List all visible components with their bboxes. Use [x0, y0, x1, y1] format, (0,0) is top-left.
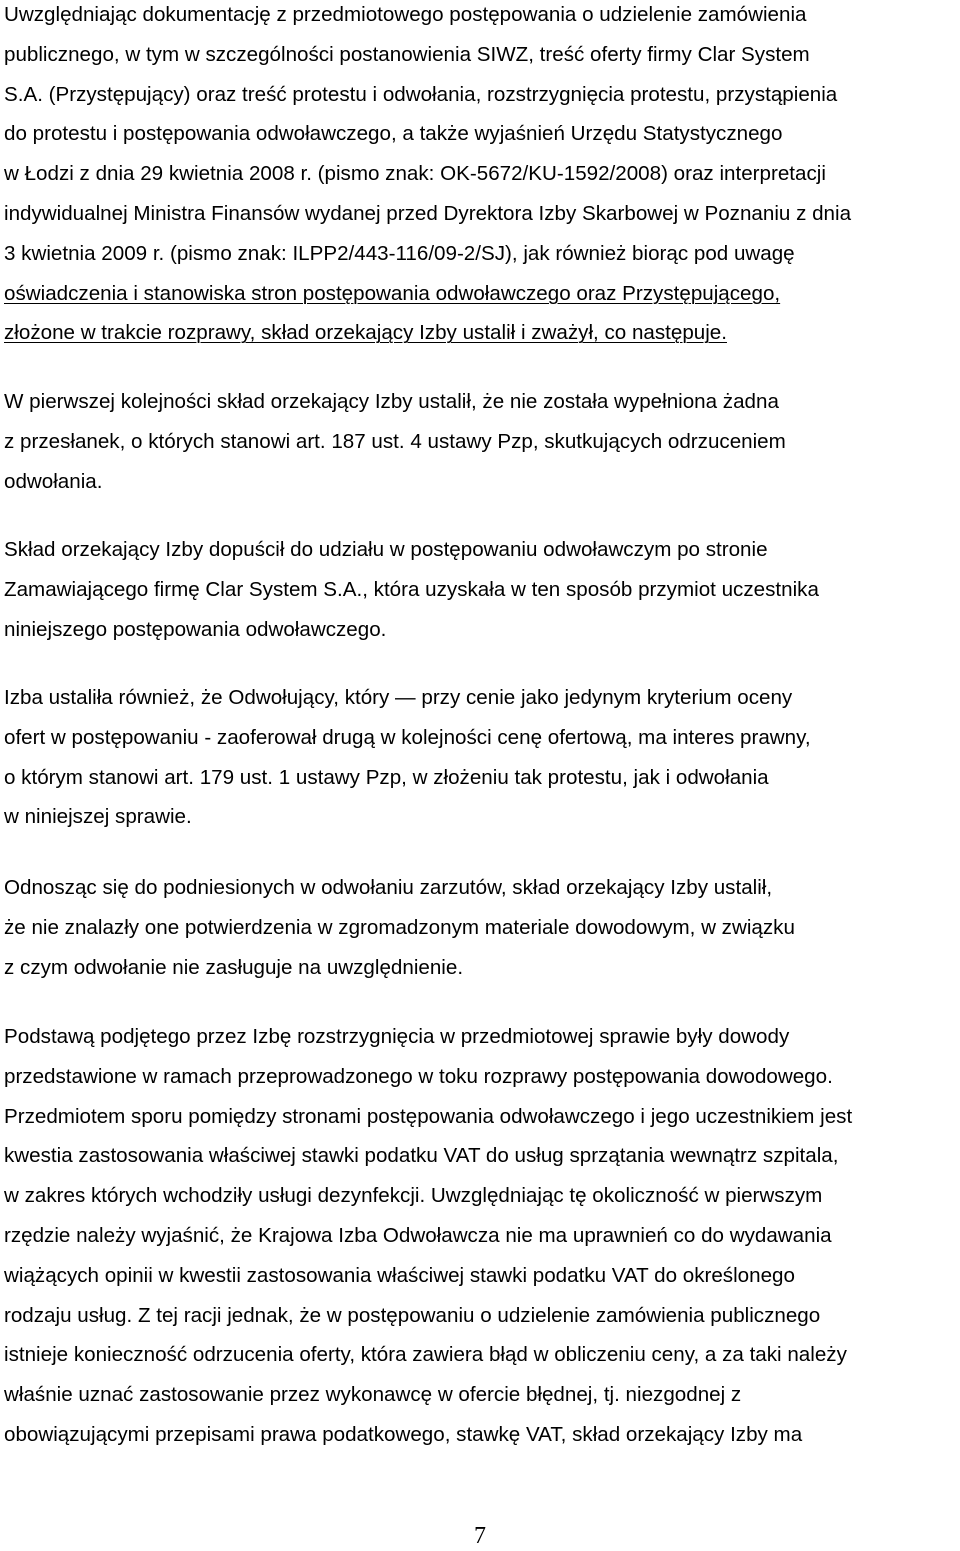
text-line: w niniejszej sprawie. [4, 805, 192, 829]
text-line: W pierwszej kolejności skład orzekający Izby ustalił, że nie została wypełniona żadna [4, 390, 779, 413]
text-line: indywidualnej Ministra Finansów wydanej przed Dyrektora Izby Skarbowej w Poznaniu z dnia [4, 201, 852, 225]
text-line: publicznego, w tym w szczególności postanowienia SIWZ, treść oferty firmy Clar System [4, 42, 810, 66]
text-line: do protestu i postępowania odwoławczego, a także wyjaśnień Urzędu Statystycznego [4, 122, 783, 146]
paragraph-6 [4, 1017, 957, 1455]
text-line-underlined: złożone w trakcie rozprawy, skład orzekający Izby ustalił i zważył, co następuje. [4, 321, 727, 345]
text-line: z czym odwołanie nie zasługuje na uwzględnienie. [4, 955, 464, 979]
text-line-underlined: oświadczenia i stanowiska stron postępowania odwoławczego oraz Przystępującego, [4, 281, 781, 305]
paragraph-5 [4, 868, 957, 987]
text-line: z przesłanek, o których stanowi art. 187 ust. 4 ustawy Pzp, skutkujących odrzuceniem [4, 429, 786, 453]
text-line: obowiązującymi przepisami prawa podatkowego, stawkę VAT, skład orzekający Izby ma [4, 1422, 803, 1446]
text-line: rodzaju usług. Z tej racji jednak, że w postępowaniu o udzielenie zamówienia publicznego [4, 1303, 821, 1327]
paragraph-1 [4, 0, 957, 353]
text-line: właśnie uznać zastosowanie przez wykonawcę w ofercie błędnej, tj. niezgodnej z [4, 1383, 742, 1407]
text-line: wiążących opinii w kwestii zastosowania właściwej stawki podatku VAT do określonego [4, 1263, 795, 1287]
text-line: ofert w postępowaniu - zaoferował drugą w kolejności cenę ofertową, ma interes prawny, [4, 725, 811, 749]
text-line: Izba ustaliła również, że Odwołujący, który — przy cenie jako jedynym kryterium oceny [4, 686, 793, 709]
text-line: kwestia zastosowania właściwej stawki podatku VAT do usług sprzątania wewnątrz szpitala, [4, 1144, 839, 1168]
text-line: S.A. (Przystępujący) oraz treść protestu i odwołania, rozstrzygnięcia protestu, przystąpienia [4, 82, 838, 106]
text-line: Zamawiającego firmę Clar System S.A., która uzyskała w ten sposób przymiot uczestnika [4, 577, 819, 601]
text-line: w Łodzi z dnia 29 kwietnia 2008 r. (pismo znak: OK-5672/KU-1592/2008) oraz interpretacji [4, 162, 826, 186]
text-line: Uwzględniając dokumentację z przedmiotowego postępowania o udzielenie zamówienia [4, 3, 807, 26]
text-line: że nie znalazły one potwierdzenia w zgromadzonym materiale dowodowym, w związku [4, 915, 795, 939]
text-line: rzędzie należy wyjaśnić, że Krajowa Izba Odwoławcza nie ma uprawnień co do wydawania [4, 1223, 832, 1247]
text-line: istnieje konieczność odrzucenia oferty, która zawiera błąd w obliczeniu ceny, a za taki należy [4, 1343, 847, 1367]
text-line: Przedmiotem sporu pomiędzy stronami postępowania odwoławczego i jego uczestnikiem jest [4, 1104, 853, 1128]
text-line: Odnosząc się do podniesionych w odwołaniu zarzutów, skład orzekający Izby ustalił, [4, 876, 773, 899]
text-line: przedstawione w ramach przeprowadzonego w toku rozprawy postępowania dowodowego. [4, 1064, 833, 1088]
paragraph-3 [4, 530, 957, 649]
paragraph-4 [4, 678, 957, 837]
text-line: odwołania. [4, 469, 103, 493]
text-line: Skład orzekający Izby dopuścił do udziału w postępowaniu odwoławczym po stronie [4, 538, 768, 561]
text-line: Podstawą podjętego przez Izbę rozstrzygnięcia w przedmiotowej sprawie były dowody [4, 1025, 790, 1048]
page-number: 7 [474, 1523, 486, 1549]
paragraph-2 [4, 382, 957, 501]
text-line: w zakres których wchodziły usługi dezynfekcji. Uwzględniając tę okoliczność w pierwszym [4, 1184, 823, 1208]
text-line: o którym stanowi art. 179 ust. 1 ustawy Pzp, w złożeniu tak protestu, jak i odwołania [4, 765, 769, 789]
text-line: niniejszego postępowania odwoławczego. [4, 617, 387, 641]
text-line: 3 kwietnia 2009 r. (pismo znak: ILPP2/443-116/09-2/SJ), jak również biorąc pod uwagę [4, 241, 795, 265]
